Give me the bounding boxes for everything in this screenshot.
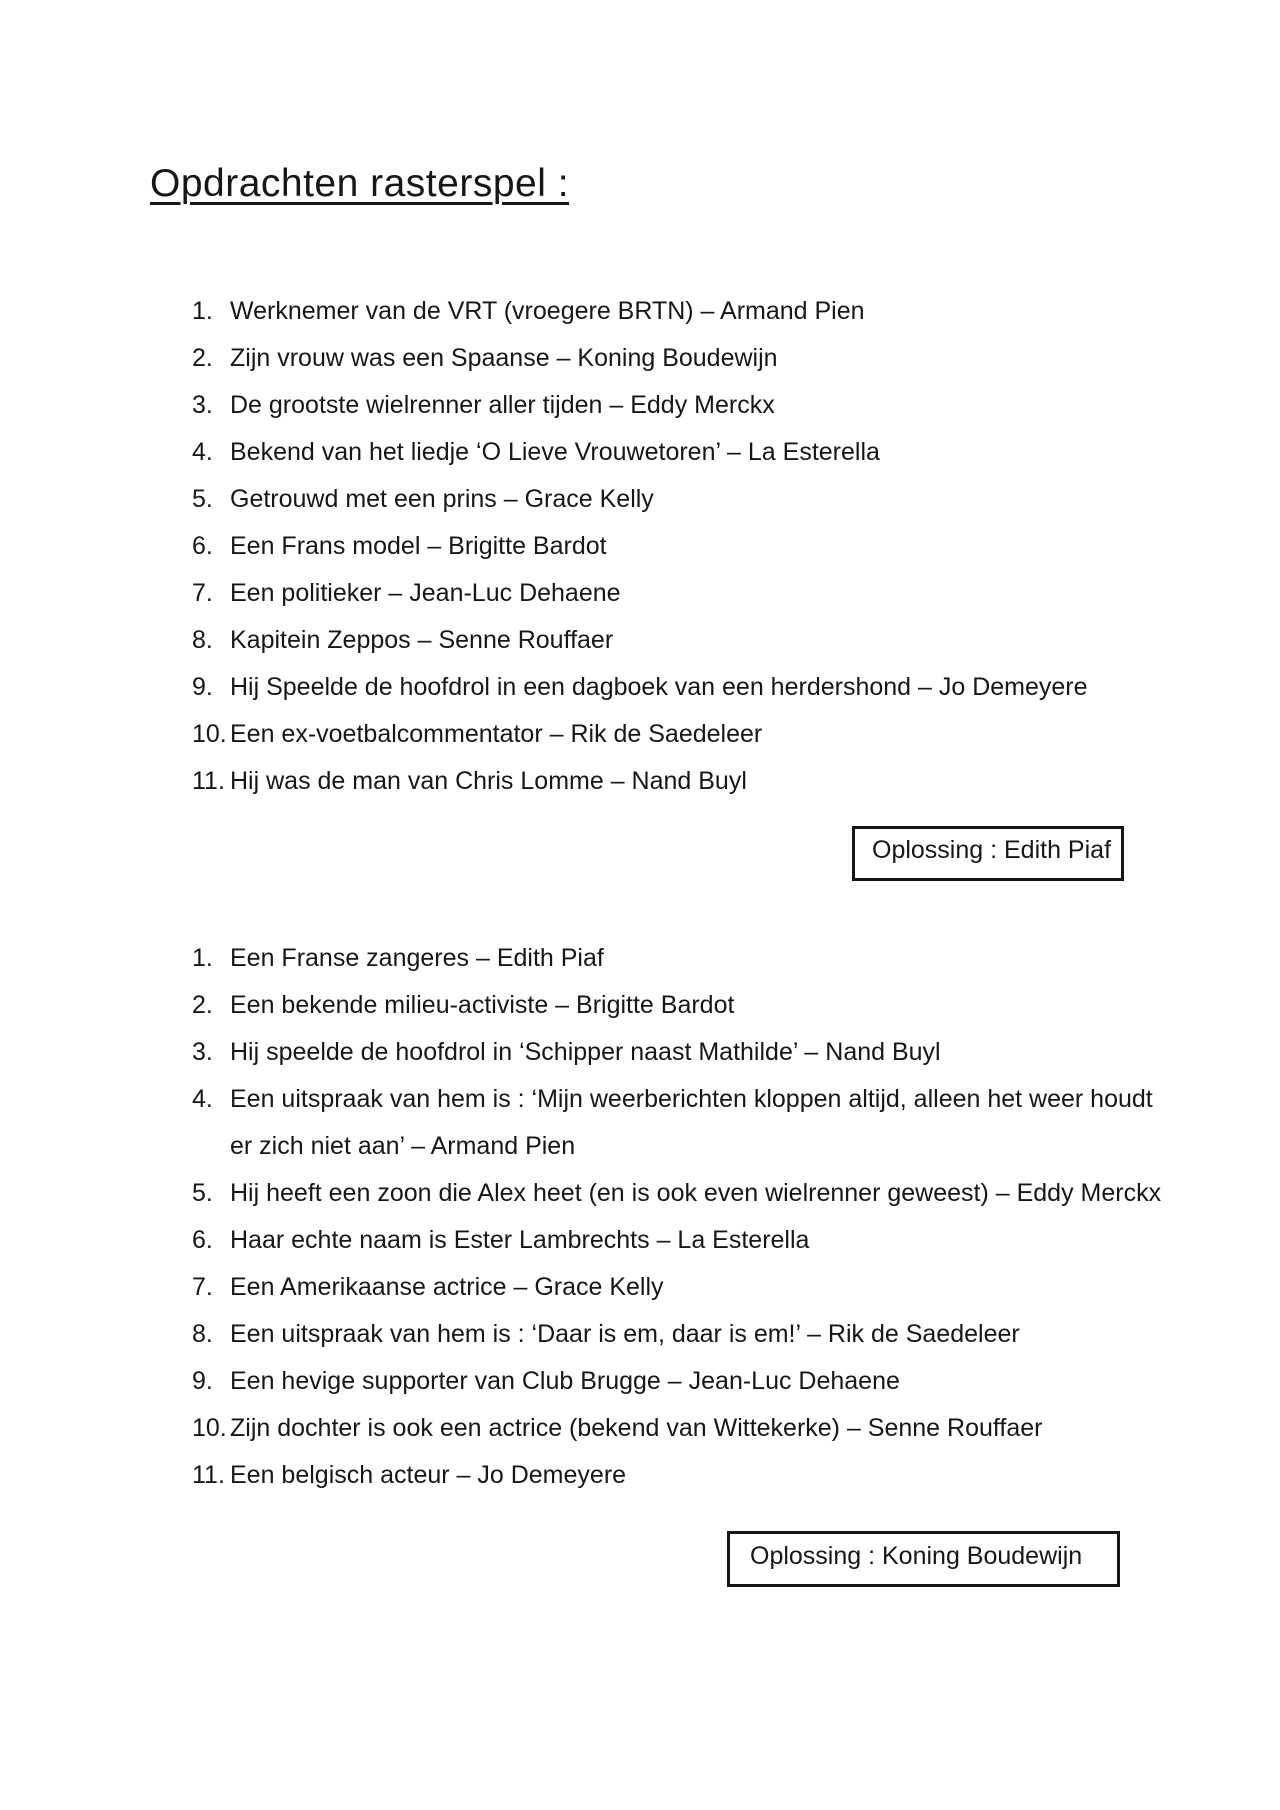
list-item-text: Zijn dochter is ook een actrice (bekend van Wittekerke) – Senne Rouffaer bbox=[230, 1414, 1043, 1442]
question-list-round-1 bbox=[192, 288, 1222, 805]
list-item bbox=[192, 476, 1222, 523]
list-item-text: Een bekende milieu-activiste – Brigitte Bardot bbox=[230, 991, 735, 1019]
list-item-text: Bekend van het liedje ‘O Lieve Vrouwetoren’ – La Esterella bbox=[230, 438, 880, 466]
list-item bbox=[192, 288, 1222, 335]
list-item-text: Hij speelde de hoofdrol in ‘Schipper naast Mathilde’ – Nand Buyl bbox=[230, 1038, 941, 1066]
list-item bbox=[192, 1076, 1222, 1170]
question-list-round-2 bbox=[192, 935, 1222, 1499]
list-item-text: Een belgisch acteur – Jo Demeyere bbox=[230, 1461, 627, 1489]
list-item bbox=[192, 1452, 1222, 1499]
solution-box-round-2 bbox=[727, 1531, 1120, 1587]
list-item bbox=[192, 711, 1222, 758]
list-item-number: 1. bbox=[192, 297, 213, 325]
list-item bbox=[192, 382, 1222, 429]
list-item-number: 10. bbox=[192, 1414, 227, 1442]
list-item-number: 1. bbox=[192, 944, 213, 972]
list-item-number: 3. bbox=[192, 1038, 213, 1066]
list-item-number: 2. bbox=[192, 344, 213, 372]
list-item-text: Een ex-voetbalcommentator – Rik de Saedeleer bbox=[230, 720, 763, 748]
list-item-number: 3. bbox=[192, 391, 213, 419]
list-item-number: 11. bbox=[192, 1461, 225, 1489]
list-item-number: 4. bbox=[192, 1085, 213, 1113]
list-item bbox=[192, 758, 1222, 805]
solution-text: Oplossing : Edith Piaf bbox=[872, 836, 1112, 864]
list-item-text: Een politieker – Jean-Luc Dehaene bbox=[230, 579, 621, 607]
list-item bbox=[192, 570, 1222, 617]
list-item bbox=[192, 1217, 1222, 1264]
solution-box-round-1 bbox=[852, 826, 1124, 881]
list-item-text: Werknemer van de VRT (vroegere BRTN) – Armand Pien bbox=[230, 297, 865, 325]
list-item-number: 8. bbox=[192, 626, 213, 654]
list-item-number: 10. bbox=[192, 720, 227, 748]
list-item-text: Hij Speelde de hoofdrol in een dagboek van een herdershond – Jo Demeyere bbox=[230, 673, 1088, 701]
list-item-text: Een uitspraak van hem is : ‘Daar is em, daar is em!’ – Rik de Saedeleer bbox=[230, 1320, 1020, 1348]
list-item bbox=[192, 1170, 1222, 1217]
list-item-number: 4. bbox=[192, 438, 213, 466]
list-item-number: 7. bbox=[192, 579, 213, 607]
list-item-number: 9. bbox=[192, 673, 213, 701]
list-item bbox=[192, 335, 1222, 382]
list-item-number: 5. bbox=[192, 1179, 213, 1207]
list-item bbox=[192, 523, 1222, 570]
list-item bbox=[192, 1029, 1222, 1076]
list-item-text: Een uitspraak van hem is : ‘Mijn weerberichten kloppen altijd, alleen het weer houdt er zich niet aan’ – Armand Pien bbox=[230, 1085, 1153, 1160]
list-item-text: Hij heeft een zoon die Alex heet (en is ook even wielrenner geweest) – Eddy Merckx bbox=[230, 1179, 1162, 1207]
solution-text: Oplossing : Koning Boudewijn bbox=[750, 1542, 1083, 1570]
list-item-text: Een hevige supporter van Club Brugge – Jean-Luc Dehaene bbox=[230, 1367, 900, 1395]
list-item-number: 8. bbox=[192, 1320, 213, 1348]
list-item-number: 2. bbox=[192, 991, 213, 1019]
list-item bbox=[192, 982, 1222, 1029]
list-item-text: Getrouwd met een prins – Grace Kelly bbox=[230, 485, 654, 513]
list-item-number: 5. bbox=[192, 485, 213, 513]
page-title: Opdrachten rasterspel : bbox=[150, 162, 570, 206]
list-item bbox=[192, 664, 1222, 711]
list-item-number: 7. bbox=[192, 1273, 213, 1301]
list-item-number: 11. bbox=[192, 767, 225, 795]
list-item bbox=[192, 1405, 1222, 1452]
list-item-number: 9. bbox=[192, 1367, 213, 1395]
list-item-text: Een Amerikaanse actrice – Grace Kelly bbox=[230, 1273, 664, 1301]
list-item bbox=[192, 617, 1222, 664]
list-item bbox=[192, 935, 1222, 982]
list-item-text: De grootste wielrenner aller tijden – Eddy Merckx bbox=[230, 391, 775, 419]
list-item-text: Zijn vrouw was een Spaanse – Koning Boudewijn bbox=[230, 344, 778, 372]
list-item bbox=[192, 429, 1222, 476]
list-item-number: 6. bbox=[192, 532, 213, 560]
list-item-text: Kapitein Zeppos – Senne Rouffaer bbox=[230, 626, 614, 654]
list-item-number: 6. bbox=[192, 1226, 213, 1254]
list-item bbox=[192, 1311, 1222, 1358]
list-item-text: Haar echte naam is Ester Lambrechts – La Esterella bbox=[230, 1226, 810, 1254]
list-item-text: Een Franse zangeres – Edith Piaf bbox=[230, 944, 604, 972]
list-item bbox=[192, 1358, 1222, 1405]
list-item bbox=[192, 1264, 1222, 1311]
list-item-text: Hij was de man van Chris Lomme – Nand Buyl bbox=[230, 767, 747, 795]
list-item-text: Een Frans model – Brigitte Bardot bbox=[230, 532, 607, 560]
